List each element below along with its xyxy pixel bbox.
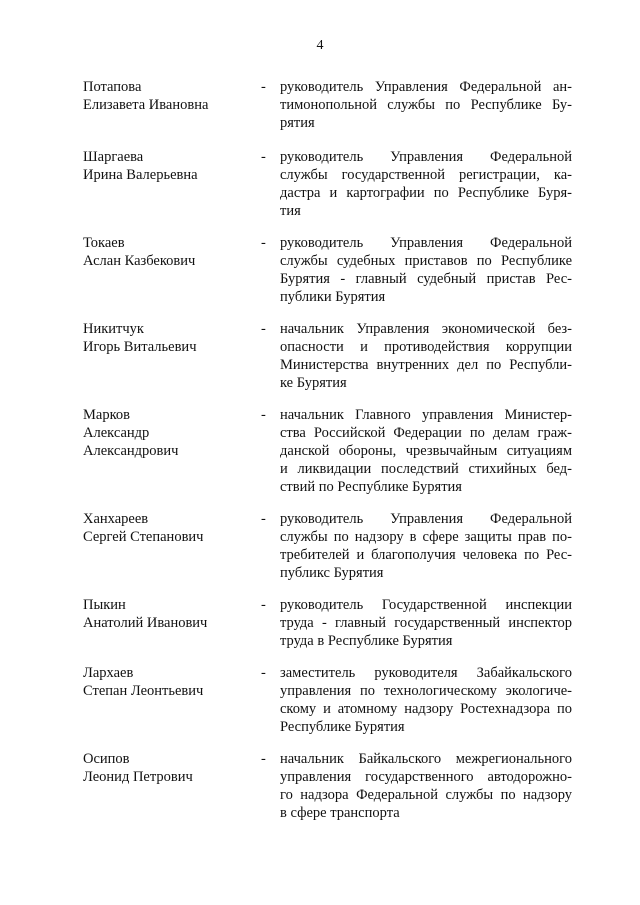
official-name-line: Пыкин (83, 597, 126, 613)
official-position-line: рятия (280, 115, 315, 131)
official-position-line: труда в Республике Бурятия (280, 633, 453, 649)
official-position (280, 320, 572, 392)
official-name-line: Марков (83, 407, 130, 423)
page-number: 4 (316, 38, 324, 53)
official-position-line: начальник Байкальского межрегионального (280, 751, 572, 767)
official-position-line: управления по технологическому экологиче- (280, 683, 572, 699)
official-position (280, 78, 572, 132)
official-position-line: службы государственной регистрации, ка- (280, 167, 572, 183)
official-name-line: Потапова (83, 79, 142, 95)
official-position-line: требителей и благополучия человека по Рес- (280, 547, 572, 563)
official-name-line: Лархаев (83, 665, 134, 681)
official-name (83, 664, 253, 700)
official-position-line: скому и атомному надзору Ростехнадзора по (280, 701, 572, 717)
official-position-line: дастра и картографии по Республике Буря- (280, 185, 572, 201)
official-position-line: публикс Бурятия (280, 565, 384, 581)
official-name-line: Александрович (83, 443, 179, 459)
official-name (83, 596, 253, 632)
official-name (83, 148, 253, 184)
official-name (83, 78, 253, 114)
official-position-line: начальник Главного управления Министер- (280, 407, 572, 423)
official-name-line: Никитчук (83, 321, 144, 337)
official-name-line: Токаев (83, 235, 125, 251)
official-position (280, 234, 572, 306)
official-position-line: руководитель Управления Федеральной (280, 149, 572, 165)
official-position-line: труда - главный государственный инспектор (280, 615, 572, 631)
official-position-line: начальник Управления экономической без- (280, 321, 572, 337)
official-position-line: руководитель Управления Федеральной (280, 511, 572, 527)
official-position-line: службы по надзору в сфере защиты прав по- (280, 529, 572, 545)
official-name (83, 406, 253, 460)
official-position-line: ства Российской Федерации по делам граж- (280, 425, 572, 441)
official-position-line: управления государственного автодорожно- (280, 769, 572, 785)
official-position-line: Республике Бурятия (280, 719, 405, 735)
official-position-line: Министерства внутренних дел по Республи- (280, 357, 572, 373)
official-position-line: го надзора Федеральной службы по надзору (280, 787, 572, 803)
official-name-line: Анатолий Иванович (83, 615, 208, 631)
official-position-line: Бурятия - главный судебный пристав Рес- (280, 271, 572, 287)
official-position-line: тия (280, 203, 301, 219)
official-position-line: службы судебных приставов по Республике (280, 253, 572, 269)
entry-dash: - (261, 149, 266, 165)
official-position-line: опасности и противодействия коррупции (280, 339, 572, 355)
official-name (83, 320, 253, 356)
entry-dash: - (261, 407, 266, 423)
official-position (280, 664, 572, 736)
official-position-line: и ликвидации последствий стихийных бед- (280, 461, 572, 477)
official-position-line: руководитель Управления Федеральной ан- (280, 79, 572, 95)
official-position-line: тимонопольной службы по Республике Бу- (280, 97, 572, 113)
official-position-line: в сфере транспорта (280, 805, 400, 821)
official-position-line: данской обороны, чрезвычайным ситуациям (280, 443, 572, 459)
official-name-line: Александр (83, 425, 150, 441)
entry-dash: - (261, 597, 266, 613)
official-position-line: ке Бурятия (280, 375, 347, 391)
official-name-line: Аслан Казбекович (83, 253, 196, 269)
official-name (83, 234, 253, 270)
official-name (83, 750, 253, 786)
official-position (280, 510, 572, 582)
entry-dash: - (261, 321, 266, 337)
official-name-line: Ирина Валерьевна (83, 167, 198, 183)
official-name-line: Игорь Витальевич (83, 339, 197, 355)
entry-dash: - (261, 79, 266, 95)
official-name-line: Елизавета Ивановна (83, 97, 209, 113)
official-position (280, 750, 572, 822)
entry-dash: - (261, 665, 266, 681)
official-position-line: руководитель Государственной инспекции (280, 597, 572, 613)
entry-dash: - (261, 511, 266, 527)
official-position-line: ствий по Республике Бурятия (280, 479, 462, 495)
official-name (83, 510, 253, 546)
entry-dash: - (261, 235, 266, 251)
official-position-line: публики Бурятия (280, 289, 386, 305)
official-name-line: Шаргаева (83, 149, 144, 165)
entry-dash: - (261, 751, 266, 767)
official-position (280, 596, 572, 650)
official-name-line: Сергей Степанович (83, 529, 204, 545)
official-position (280, 148, 572, 220)
official-name-line: Ханхареев (83, 511, 149, 527)
official-position-line: руководитель Управления Федеральной (280, 235, 572, 251)
official-name-line: Степан Леонтьевич (83, 683, 204, 699)
official-position-line: заместитель руководителя Забайкальского (280, 665, 572, 681)
official-name-line: Леонид Петрович (83, 769, 193, 785)
official-position (280, 406, 572, 496)
official-name-line: Осипов (83, 751, 130, 767)
